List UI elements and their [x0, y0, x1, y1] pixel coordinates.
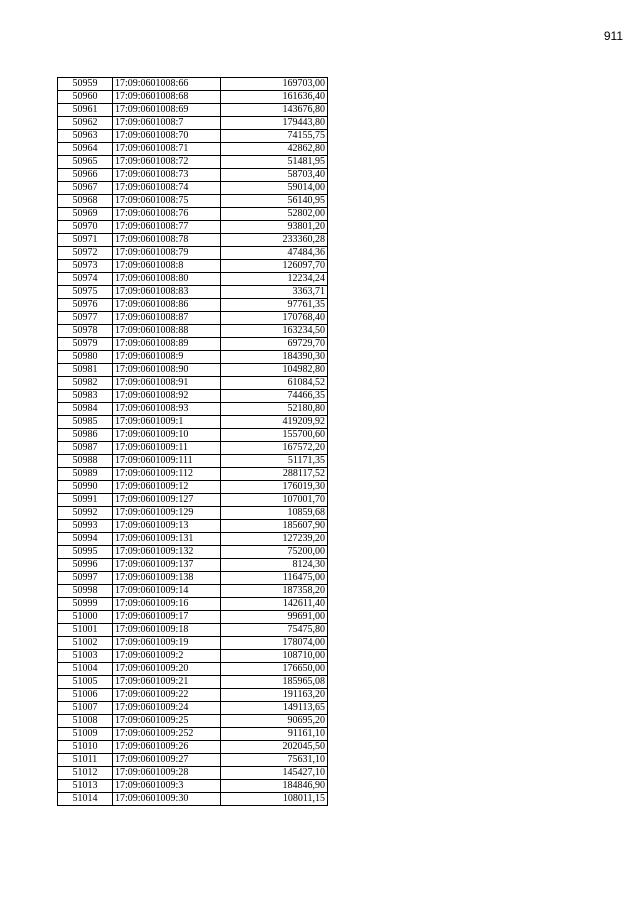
row-number-cell: 50960: [58, 91, 113, 104]
cadastral-value-cell: 167572,20: [221, 442, 328, 455]
table-row: [58, 442, 328, 455]
cadastral-number-cell: 17:09:0601008:74: [113, 182, 221, 195]
cadastral-number-cell: 17:09:0601008:90: [113, 364, 221, 377]
table-row: [58, 78, 328, 91]
row-number-cell: 51005: [58, 676, 113, 689]
table-row: [58, 585, 328, 598]
row-number-cell: 51004: [58, 663, 113, 676]
cadastral-number-cell: 17:09:0601008:87: [113, 312, 221, 325]
row-number-cell: 50980: [58, 351, 113, 364]
row-number-cell: 50987: [58, 442, 113, 455]
row-number-cell: 50974: [58, 273, 113, 286]
cadastral-number-cell: 17:09:0601008:68: [113, 91, 221, 104]
cadastral-value-cell: 142611,40: [221, 598, 328, 611]
table-row: [58, 325, 328, 338]
table-row: [58, 299, 328, 312]
cadastral-number-cell: 17:09:0601008:70: [113, 130, 221, 143]
cadastral-value-cell: 108011,15: [221, 793, 328, 806]
cadastral-number-cell: 17:09:0601009:112: [113, 468, 221, 481]
cadastral-value-cell: 233360,28: [221, 234, 328, 247]
row-number-cell: 50972: [58, 247, 113, 260]
row-number-cell: 50990: [58, 481, 113, 494]
row-number-cell: 50999: [58, 598, 113, 611]
row-number-cell: 50975: [58, 286, 113, 299]
row-number-cell: 50997: [58, 572, 113, 585]
cadastral-value-cell: 12234,24: [221, 273, 328, 286]
cadastral-value-cell: 52802,00: [221, 208, 328, 221]
table-row: [58, 481, 328, 494]
table-row: [58, 624, 328, 637]
cadastral-value-cell: 104982,80: [221, 364, 328, 377]
cadastral-number-cell: 17:09:0601008:83: [113, 286, 221, 299]
table-row: [58, 208, 328, 221]
table-row: [58, 338, 328, 351]
cadastral-value-cell: 169703,00: [221, 78, 328, 91]
row-number-cell: 50982: [58, 377, 113, 390]
cadastral-number-cell: 17:09:0601009:13: [113, 520, 221, 533]
row-number-cell: 51012: [58, 767, 113, 780]
cadastral-number-cell: 17:09:0601008:69: [113, 104, 221, 117]
table-row: [58, 715, 328, 728]
row-number-cell: 50965: [58, 156, 113, 169]
cadastral-number-cell: 17:09:0601008:86: [113, 299, 221, 312]
cadastral-number-cell: 17:09:0601009:129: [113, 507, 221, 520]
table-row: [58, 572, 328, 585]
cadastral-number-cell: 17:09:0601008:75: [113, 195, 221, 208]
cadastral-number-cell: 17:09:0601008:66: [113, 78, 221, 91]
row-number-cell: 51011: [58, 754, 113, 767]
cadastral-number-cell: 17:09:0601009:25: [113, 715, 221, 728]
table-row: [58, 416, 328, 429]
cadastral-number-cell: 17:09:0601009:12: [113, 481, 221, 494]
cadastral-value-cell: 75631,10: [221, 754, 328, 767]
cadastral-value-cell: 91161,10: [221, 728, 328, 741]
cadastral-number-cell: 17:09:0601009:24: [113, 702, 221, 715]
cadastral-number-cell: 17:09:0601009:16: [113, 598, 221, 611]
table-row: [58, 689, 328, 702]
cadastral-value-cell: 42862,80: [221, 143, 328, 156]
cadastral-value-cell: 75475,80: [221, 624, 328, 637]
table-row: [58, 754, 328, 767]
cadastral-value-cell: 51171,35: [221, 455, 328, 468]
row-number-cell: 50984: [58, 403, 113, 416]
cadastral-number-cell: 17:09:0601008:80: [113, 273, 221, 286]
table-row: [58, 611, 328, 624]
table-row: [58, 780, 328, 793]
table-row: [58, 741, 328, 754]
row-number-cell: 51002: [58, 637, 113, 650]
cadastral-number-cell: 17:09:0601009:111: [113, 455, 221, 468]
cadastral-value-cell: 161636,40: [221, 91, 328, 104]
cadastral-value-cell: 116475,00: [221, 572, 328, 585]
cadastral-number-cell: 17:09:0601008:76: [113, 208, 221, 221]
cadastral-value-cell: 47484,36: [221, 247, 328, 260]
row-number-cell: 51001: [58, 624, 113, 637]
cadastral-value-cell: 61084,52: [221, 377, 328, 390]
table-row: [58, 520, 328, 533]
cadastral-value-cell: 107001,70: [221, 494, 328, 507]
cadastral-number-cell: 17:09:0601009:3: [113, 780, 221, 793]
row-number-cell: 51007: [58, 702, 113, 715]
row-number-cell: 50986: [58, 429, 113, 442]
row-number-cell: 50992: [58, 507, 113, 520]
row-number-cell: 51010: [58, 741, 113, 754]
table-row: [58, 429, 328, 442]
row-number-cell: 51006: [58, 689, 113, 702]
row-number-cell: 50979: [58, 338, 113, 351]
cadastral-value-cell: 143676,80: [221, 104, 328, 117]
table-row: [58, 182, 328, 195]
cadastral-value-cell: 58703,40: [221, 169, 328, 182]
table-row: [58, 559, 328, 572]
row-number-cell: 50962: [58, 117, 113, 130]
cadastral-value-cell: 202045,50: [221, 741, 328, 754]
row-number-cell: 50959: [58, 78, 113, 91]
cadastral-value-cell: 163234,50: [221, 325, 328, 338]
cadastral-value-cell: 93801,20: [221, 221, 328, 234]
row-number-cell: 50977: [58, 312, 113, 325]
cadastral-value-cell: 178074,00: [221, 637, 328, 650]
cadastral-number-cell: 17:09:0601009:138: [113, 572, 221, 585]
cadastral-number-cell: 17:09:0601008:73: [113, 169, 221, 182]
cadastral-number-cell: 17:09:0601008:8: [113, 260, 221, 273]
table-row: [58, 377, 328, 390]
cadastral-value-cell: 185965,08: [221, 676, 328, 689]
table-row: [58, 637, 328, 650]
table-row: [58, 91, 328, 104]
cadastral-number-cell: 17:09:0601009:127: [113, 494, 221, 507]
table-row: [58, 767, 328, 780]
row-number-cell: 50970: [58, 221, 113, 234]
row-number-cell: 50996: [58, 559, 113, 572]
row-number-cell: 50981: [58, 364, 113, 377]
cadastral-number-cell: 17:09:0601008:92: [113, 390, 221, 403]
cadastral-number-cell: 17:09:0601008:89: [113, 338, 221, 351]
row-number-cell: 50966: [58, 169, 113, 182]
table-row: [58, 195, 328, 208]
row-number-cell: 51008: [58, 715, 113, 728]
cadastral-value-cell: 59014,00: [221, 182, 328, 195]
cadastral-number-cell: 17:09:0601009:2: [113, 650, 221, 663]
cadastral-value-cell: 187358,20: [221, 585, 328, 598]
row-number-cell: 50991: [58, 494, 113, 507]
cadastral-value-cell: 97761,35: [221, 299, 328, 312]
cadastral-number-cell: 17:09:0601009:27: [113, 754, 221, 767]
row-number-cell: 50994: [58, 533, 113, 546]
cadastral-number-cell: 17:09:0601008:79: [113, 247, 221, 260]
cadastral-value-cell: 419209,92: [221, 416, 328, 429]
table-body: [58, 78, 328, 806]
row-number-cell: 51009: [58, 728, 113, 741]
cadastral-number-cell: 17:09:0601009:137: [113, 559, 221, 572]
cadastral-number-cell: 17:09:0601009:26: [113, 741, 221, 754]
table-row: [58, 598, 328, 611]
table-row: [58, 702, 328, 715]
cadastral-value-cell: 127239,20: [221, 533, 328, 546]
table-row: [58, 156, 328, 169]
table-row: [58, 390, 328, 403]
row-number-cell: 51013: [58, 780, 113, 793]
table-row: [58, 455, 328, 468]
cadastral-value-cell: 126097,70: [221, 260, 328, 273]
table-row: [58, 364, 328, 377]
table-row: [58, 507, 328, 520]
table-row: [58, 533, 328, 546]
row-number-cell: 50964: [58, 143, 113, 156]
cadastral-value-cell: 170768,40: [221, 312, 328, 325]
cadastral-number-cell: 17:09:0601009:17: [113, 611, 221, 624]
table-row: [58, 351, 328, 364]
cadastral-value-cell: 185607,90: [221, 520, 328, 533]
row-number-cell: 51014: [58, 793, 113, 806]
cadastral-value-cell: 99691,00: [221, 611, 328, 624]
row-number-cell: 50978: [58, 325, 113, 338]
cadastral-value-cell: 90695,20: [221, 715, 328, 728]
cadastral-number-cell: 17:09:0601009:252: [113, 728, 221, 741]
row-number-cell: 50971: [58, 234, 113, 247]
row-number-cell: 50968: [58, 195, 113, 208]
cadastral-number-cell: 17:09:0601009:28: [113, 767, 221, 780]
cadastral-number-cell: 17:09:0601008:78: [113, 234, 221, 247]
table-row: [58, 130, 328, 143]
cadastral-value-cell: 74466,35: [221, 390, 328, 403]
row-number-cell: 50993: [58, 520, 113, 533]
table-row: [58, 676, 328, 689]
table-row: [58, 247, 328, 260]
table-row: [58, 468, 328, 481]
row-number-cell: 50967: [58, 182, 113, 195]
table-row: [58, 143, 328, 156]
cadastral-value-cell: 56140,95: [221, 195, 328, 208]
cadastral-value-cell: 69729,70: [221, 338, 328, 351]
row-number-cell: 50998: [58, 585, 113, 598]
table-row: [58, 793, 328, 806]
cadastral-number-cell: 17:09:0601009:18: [113, 624, 221, 637]
table-row: [58, 312, 328, 325]
cadastral-value-cell: 149113,65: [221, 702, 328, 715]
cadastral-value-cell: 3363,71: [221, 286, 328, 299]
row-number-cell: 50985: [58, 416, 113, 429]
cadastral-value-cell: 288117,52: [221, 468, 328, 481]
cadastral-number-cell: 17:09:0601008:88: [113, 325, 221, 338]
cadastral-value-cell: 74155,75: [221, 130, 328, 143]
cadastral-number-cell: 17:09:0601009:10: [113, 429, 221, 442]
cadastral-number-cell: 17:09:0601008:7: [113, 117, 221, 130]
cadastral-value-cell: 179443,80: [221, 117, 328, 130]
cadastral-number-cell: 17:09:0601009:14: [113, 585, 221, 598]
table-row: [58, 546, 328, 559]
cadastral-number-cell: 17:09:0601009:1: [113, 416, 221, 429]
cadastral-value-cell: 176019,30: [221, 481, 328, 494]
cadastral-value-cell: 155700,60: [221, 429, 328, 442]
cadastral-number-cell: 17:09:0601009:21: [113, 676, 221, 689]
row-number-cell: 50963: [58, 130, 113, 143]
row-number-cell: 50961: [58, 104, 113, 117]
cadastral-number-cell: 17:09:0601008:71: [113, 143, 221, 156]
cadastral-number-cell: 17:09:0601008:93: [113, 403, 221, 416]
table-row: [58, 104, 328, 117]
cadastral-value-cell: 184846,90: [221, 780, 328, 793]
table-row: [58, 663, 328, 676]
cadastral-value-cell: 75200,00: [221, 546, 328, 559]
cadastral-value-cell: 145427,10: [221, 767, 328, 780]
row-number-cell: 50976: [58, 299, 113, 312]
cadastral-number-cell: 17:09:0601008:72: [113, 156, 221, 169]
cadastral-value-cell: 108710,00: [221, 650, 328, 663]
table-row: [58, 728, 328, 741]
cadastral-value-cell: 52180,80: [221, 403, 328, 416]
row-number-cell: 50989: [58, 468, 113, 481]
page-number: 911: [603, 29, 623, 43]
table-row: [58, 273, 328, 286]
row-number-cell: 51000: [58, 611, 113, 624]
row-number-cell: 50969: [58, 208, 113, 221]
cadastral-value-cell: 10859,68: [221, 507, 328, 520]
cadastral-number-cell: 17:09:0601009:132: [113, 546, 221, 559]
cadastral-value-cell: 51481,95: [221, 156, 328, 169]
row-number-cell: 50973: [58, 260, 113, 273]
table-row: [58, 650, 328, 663]
table-row: [58, 169, 328, 182]
row-number-cell: 51003: [58, 650, 113, 663]
cadastral-value-table: [57, 77, 328, 806]
table-row: [58, 403, 328, 416]
table-row: [58, 117, 328, 130]
cadastral-number-cell: 17:09:0601009:19: [113, 637, 221, 650]
cadastral-value-cell: 184390,30: [221, 351, 328, 364]
cadastral-value-cell: 191163,20: [221, 689, 328, 702]
cadastral-number-cell: 17:09:0601008:91: [113, 377, 221, 390]
table-row: [58, 260, 328, 273]
cadastral-number-cell: 17:09:0601009:11: [113, 442, 221, 455]
table-row: [58, 234, 328, 247]
row-number-cell: 50995: [58, 546, 113, 559]
table-row: [58, 494, 328, 507]
cadastral-value-cell: 8124,30: [221, 559, 328, 572]
row-number-cell: 50983: [58, 390, 113, 403]
row-number-cell: 50988: [58, 455, 113, 468]
cadastral-number-cell: 17:09:0601009:131: [113, 533, 221, 546]
cadastral-number-cell: 17:09:0601008:77: [113, 221, 221, 234]
cadastral-number-cell: 17:09:0601008:9: [113, 351, 221, 364]
cadastral-number-cell: 17:09:0601009:30: [113, 793, 221, 806]
cadastral-value-cell: 176650,00: [221, 663, 328, 676]
cadastral-number-cell: 17:09:0601009:22: [113, 689, 221, 702]
cadastral-number-cell: 17:09:0601009:20: [113, 663, 221, 676]
table-row: [58, 286, 328, 299]
table-row: [58, 221, 328, 234]
